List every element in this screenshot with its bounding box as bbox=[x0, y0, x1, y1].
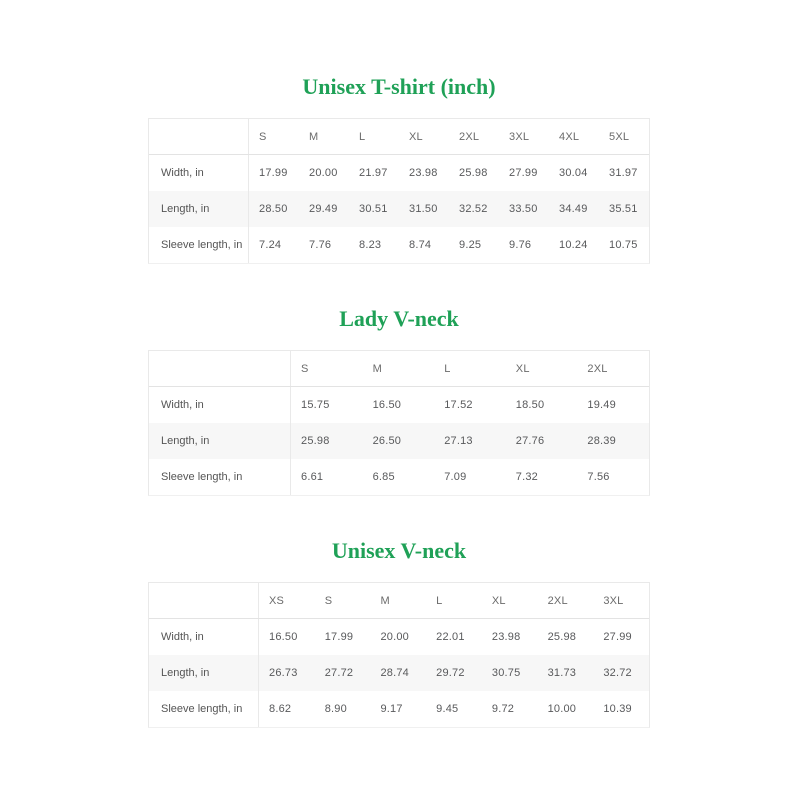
size-value-cell: 10.75 bbox=[609, 239, 638, 251]
size-value-cell: 7.32 bbox=[515, 471, 538, 483]
size-value-cell: 8.62 bbox=[269, 703, 292, 715]
size-column-header: L bbox=[436, 594, 443, 607]
size-value-cell: 33.50 bbox=[509, 203, 538, 215]
table-row bbox=[149, 619, 649, 655]
size-value-cell: 25.98 bbox=[459, 167, 488, 179]
table-row bbox=[149, 655, 649, 691]
size-value-cell: 7.56 bbox=[587, 471, 610, 483]
size-value-cell: 9.72 bbox=[491, 703, 515, 715]
size-value-cell: 31.73 bbox=[547, 667, 577, 679]
row-label: Sleeve length, in bbox=[149, 459, 291, 495]
size-value-cell: 17.52 bbox=[444, 399, 473, 411]
size-column-header: 2XL bbox=[459, 130, 480, 143]
size-value-cell: 28.39 bbox=[587, 435, 616, 447]
size-value-cell: 10.39 bbox=[603, 703, 632, 715]
row-label: Length, in bbox=[149, 423, 291, 459]
size-value-cell: 17.99 bbox=[324, 631, 354, 643]
size-value-cell: 7.24 bbox=[259, 239, 282, 251]
corner-cell bbox=[149, 583, 259, 618]
size-table-lady-vneck bbox=[148, 350, 650, 496]
size-value-cell: 22.01 bbox=[436, 631, 465, 643]
row-label: Sleeve length, in bbox=[149, 227, 249, 263]
size-table-unisex-tshirt bbox=[148, 118, 650, 264]
corner-cell bbox=[149, 119, 249, 154]
size-table-header-row bbox=[149, 583, 649, 619]
size-value-cell: 30.51 bbox=[359, 203, 388, 215]
size-column-header: XS bbox=[269, 594, 285, 607]
size-column-header: XL bbox=[409, 130, 423, 143]
size-value-cell: 7.76 bbox=[309, 239, 332, 251]
size-value-cell: 9.17 bbox=[380, 703, 403, 715]
size-column-header: 3XL bbox=[509, 130, 530, 143]
table-row bbox=[149, 191, 649, 227]
row-label: Width, in bbox=[149, 155, 249, 191]
size-value-cell: 34.49 bbox=[559, 203, 588, 215]
size-column-header: S bbox=[301, 362, 309, 375]
size-table-header-row bbox=[149, 351, 649, 387]
size-value-cell: 23.98 bbox=[491, 631, 521, 643]
size-value-cell: 29.49 bbox=[309, 203, 338, 215]
size-column-header: M bbox=[309, 130, 319, 143]
row-label: Length, in bbox=[149, 655, 259, 691]
size-value-cell: 31.97 bbox=[609, 167, 638, 179]
size-value-cell: 27.99 bbox=[603, 631, 632, 643]
size-value-cell: 27.99 bbox=[509, 167, 538, 179]
size-value-cell: 20.00 bbox=[380, 631, 409, 643]
size-value-cell: 27.72 bbox=[324, 667, 354, 679]
size-value-cell: 16.50 bbox=[269, 631, 298, 643]
size-value-cell: 28.50 bbox=[259, 203, 288, 215]
table-row bbox=[149, 387, 649, 423]
size-column-header: L bbox=[359, 130, 366, 143]
size-column-header: M bbox=[372, 362, 382, 375]
size-column-header: XL bbox=[515, 362, 530, 375]
size-value-cell: 27.13 bbox=[444, 435, 473, 447]
row-label: Width, in bbox=[149, 387, 291, 423]
size-value-cell: 17.99 bbox=[259, 167, 288, 179]
size-column-header: XL bbox=[491, 594, 506, 607]
row-label: Length, in bbox=[149, 191, 249, 227]
size-value-cell: 10.24 bbox=[559, 239, 588, 251]
size-value-cell: 9.25 bbox=[459, 239, 482, 251]
size-value-cell: 35.51 bbox=[609, 203, 638, 215]
size-value-cell: 23.98 bbox=[409, 167, 438, 179]
size-value-cell: 6.61 bbox=[301, 471, 324, 483]
row-label: Width, in bbox=[149, 619, 259, 655]
size-column-header: S bbox=[259, 130, 267, 143]
size-value-cell: 30.04 bbox=[559, 167, 588, 179]
size-value-cell: 27.76 bbox=[515, 435, 545, 447]
size-value-cell: 25.98 bbox=[547, 631, 577, 643]
size-column-header: 2XL bbox=[587, 362, 608, 375]
size-value-cell: 26.73 bbox=[269, 667, 298, 679]
table-row bbox=[149, 227, 649, 263]
table-title-unisex-tshirt: Unisex T-shirt (inch) bbox=[302, 74, 496, 99]
size-value-cell: 29.72 bbox=[436, 667, 465, 679]
section-lady-vneck bbox=[148, 306, 650, 496]
size-column-header: L bbox=[444, 362, 451, 375]
size-column-header: 5XL bbox=[609, 130, 630, 143]
size-value-cell: 18.50 bbox=[515, 399, 545, 411]
size-value-cell: 8.23 bbox=[359, 239, 382, 251]
table-title-unisex-vneck: Unisex V-neck bbox=[331, 538, 467, 563]
table-title-lady-vneck: Lady V-neck bbox=[339, 306, 459, 331]
size-value-cell: 32.72 bbox=[603, 667, 632, 679]
size-value-cell: 16.50 bbox=[372, 399, 402, 411]
size-value-cell: 30.75 bbox=[491, 667, 521, 679]
size-column-header: S bbox=[324, 594, 333, 607]
table-row bbox=[149, 423, 649, 459]
size-value-cell: 21.97 bbox=[359, 167, 388, 179]
size-column-header: 2XL bbox=[547, 594, 568, 607]
section-unisex-tshirt bbox=[148, 0, 650, 264]
table-row bbox=[149, 155, 649, 191]
size-table-unisex-vneck bbox=[148, 582, 650, 728]
size-value-cell: 9.76 bbox=[509, 239, 532, 251]
corner-cell bbox=[149, 351, 291, 386]
size-value-cell: 20.00 bbox=[309, 167, 338, 179]
size-value-cell: 15.75 bbox=[301, 399, 330, 411]
size-value-cell: 19.49 bbox=[587, 399, 616, 411]
table-row bbox=[149, 691, 649, 727]
size-value-cell: 28.74 bbox=[380, 667, 409, 679]
size-table-header-row bbox=[149, 119, 649, 155]
section-unisex-vneck bbox=[148, 538, 650, 728]
size-value-cell: 6.85 bbox=[372, 471, 395, 483]
size-value-cell: 32.52 bbox=[459, 203, 488, 215]
size-value-cell: 8.90 bbox=[324, 703, 347, 715]
size-column-header: 3XL bbox=[603, 594, 624, 607]
size-value-cell: 9.45 bbox=[436, 703, 459, 715]
size-value-cell: 10.00 bbox=[547, 703, 577, 715]
row-label: Sleeve length, in bbox=[149, 691, 259, 727]
table-row bbox=[149, 459, 649, 495]
size-value-cell: 26.50 bbox=[372, 435, 402, 447]
size-value-cell: 31.50 bbox=[409, 203, 438, 215]
size-column-header: 4XL bbox=[559, 130, 580, 143]
size-value-cell: 8.74 bbox=[409, 239, 432, 251]
size-column-header: M bbox=[380, 594, 390, 607]
size-value-cell: 7.09 bbox=[444, 471, 467, 483]
size-value-cell: 25.98 bbox=[301, 435, 330, 447]
